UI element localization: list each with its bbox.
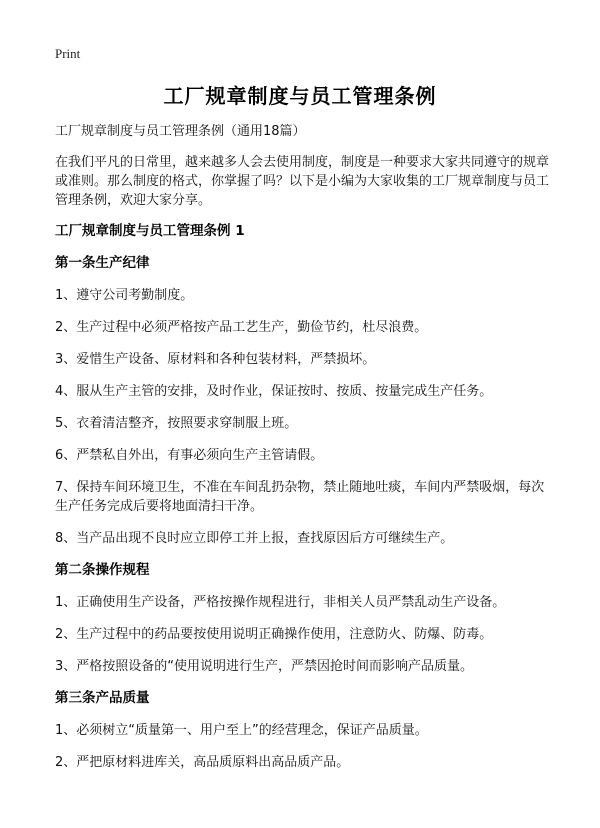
- list-item: 3、严格按照设备的“使用说明进行生产，严禁因抢时间而影响产品质量。: [55, 659, 474, 674]
- list-item: 1、必须树立“质量第一、用户至上”的经营理念，保证产品质量。: [55, 723, 428, 738]
- document-subtitle: 工厂规章制度与员工管理条例（通用18篇）: [55, 124, 306, 139]
- section-heading: 第二条操作规程: [55, 562, 150, 578]
- list-item: 8、当产品出现不良时应立即停工并上报，查找原因后方可继续生产。: [55, 531, 454, 546]
- list-item: 2、生产过程中的药品要按使用说明正确操作使用，注意防火、防爆、防毒。: [55, 627, 493, 642]
- document-title: 工厂规章制度与员工管理条例: [163, 84, 437, 108]
- print-link[interactable]: Print: [55, 46, 81, 61]
- article-heading: 工厂规章制度与员工管理条例 1: [55, 223, 245, 239]
- document-body: [55, 122, 550, 785]
- list-item: 1、遵守公司考勤制度。: [55, 288, 194, 303]
- list-item: 3、爱惜生产设备、原材料和各种包装材料，严禁损坏。: [55, 352, 376, 367]
- section-heading: 第三条产品质量: [55, 690, 150, 706]
- list-item: 7、保持车间环境卫生，不准在车间乱扔杂物，禁止随地吐痰，车间内严禁吸烟，每次生产任务完成后要将地面清扫干净。: [55, 480, 545, 514]
- list-item: 4、服从生产主管的安排，及时作业，保证按时、按质、按量完成生产任务。: [55, 384, 493, 399]
- list-item: 5、衣着清洁整齐，按照要求穿制服上班。: [55, 416, 298, 431]
- list-item: 6、严禁私自外出，有事必须向生产主管请假。: [55, 448, 324, 463]
- section-heading: 第一条生产纪律: [55, 255, 150, 271]
- list-item: 1、正确使用生产设备，严格按操作规程进行，非相关人员严禁乱动生产设备。: [55, 595, 506, 610]
- intro-paragraph: 在我们平凡的日常里，越来越多人会去使用制度，制度是一种要求大家共同遵守的规章或准则。那么制度的格式，你掌握了吗？以下是小编为大家收集的工厂规章制度与员工管理条例，欢迎大家分享。: [55, 155, 550, 208]
- list-item: 2、生产过程中必须严格按产品工艺生产，勤俭节约，杜尽浪费。: [55, 320, 428, 335]
- list-item: 2、严把原材料进库关，高品质原料出高品质产品。: [55, 755, 350, 770]
